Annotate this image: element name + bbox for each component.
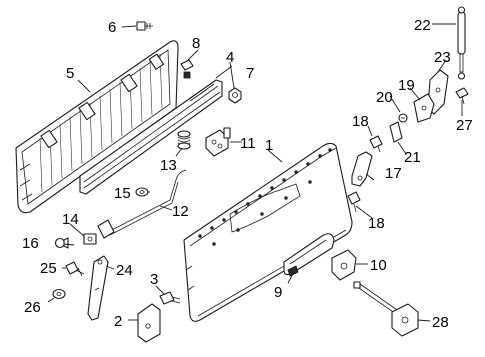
striker-25-part bbox=[88, 256, 108, 320]
callout-13: 13 bbox=[160, 157, 177, 174]
callout-10: 10 bbox=[370, 257, 387, 274]
bezel-10-part bbox=[332, 250, 356, 280]
callout-8: 8 bbox=[192, 35, 201, 52]
callout-17: 17 bbox=[385, 165, 402, 182]
callout-21: 21 bbox=[404, 149, 421, 166]
bolt-6-part bbox=[137, 22, 153, 30]
strut-22-part bbox=[458, 7, 465, 79]
pin-21-part bbox=[390, 122, 402, 142]
washer-27-part bbox=[53, 290, 65, 299]
callout-16: 16 bbox=[22, 235, 39, 252]
callout-14: 14 bbox=[62, 211, 79, 228]
hinge-link-17-part bbox=[352, 152, 372, 186]
callout-1: 1 bbox=[265, 137, 274, 154]
callout-15: 15 bbox=[114, 185, 131, 202]
cable-end-19-part bbox=[414, 94, 434, 122]
callout-2: 2 bbox=[114, 313, 123, 330]
callout-22: 22 bbox=[414, 17, 431, 34]
bolt-26-part bbox=[66, 262, 84, 276]
callout-23: 23 bbox=[434, 49, 451, 66]
callout-25: 24 bbox=[116, 262, 133, 279]
callout-7: 7 bbox=[246, 65, 255, 82]
callout-11: 11 bbox=[240, 135, 256, 152]
callout-18-lower: 18 bbox=[368, 215, 385, 232]
latch-28-part bbox=[354, 282, 418, 336]
screw-8-part bbox=[181, 60, 193, 78]
bolt-18-upper-part bbox=[370, 136, 382, 152]
clip-14-part bbox=[84, 234, 96, 244]
callout-26: 25 bbox=[40, 260, 57, 277]
callout-5: 5 bbox=[66, 65, 75, 82]
callout-6: 6 bbox=[108, 19, 117, 36]
hinge-11-part bbox=[206, 128, 230, 156]
bolt-3-part bbox=[160, 292, 180, 304]
screw-20-part bbox=[399, 114, 407, 122]
washer-15-part bbox=[136, 188, 148, 196]
callout-27: 26 bbox=[24, 299, 41, 316]
callout-20: 20 bbox=[376, 89, 393, 106]
callout-3: 3 bbox=[150, 271, 159, 288]
tailgate-shell-part bbox=[184, 143, 352, 321]
callout-18-upper: 18 bbox=[352, 113, 369, 130]
callout-12: 12 bbox=[172, 203, 189, 220]
fastener-16-part bbox=[56, 238, 69, 248]
callout-24: 27 bbox=[456, 117, 473, 134]
callout-28: 28 bbox=[432, 314, 449, 331]
hinge-bracket-2-part bbox=[138, 304, 160, 342]
spring-13-part bbox=[178, 131, 190, 149]
callout-19: 19 bbox=[398, 77, 415, 94]
nut-7-part bbox=[229, 88, 241, 103]
callout-9: 9 bbox=[274, 284, 283, 301]
callout-4: 4 bbox=[226, 49, 235, 66]
